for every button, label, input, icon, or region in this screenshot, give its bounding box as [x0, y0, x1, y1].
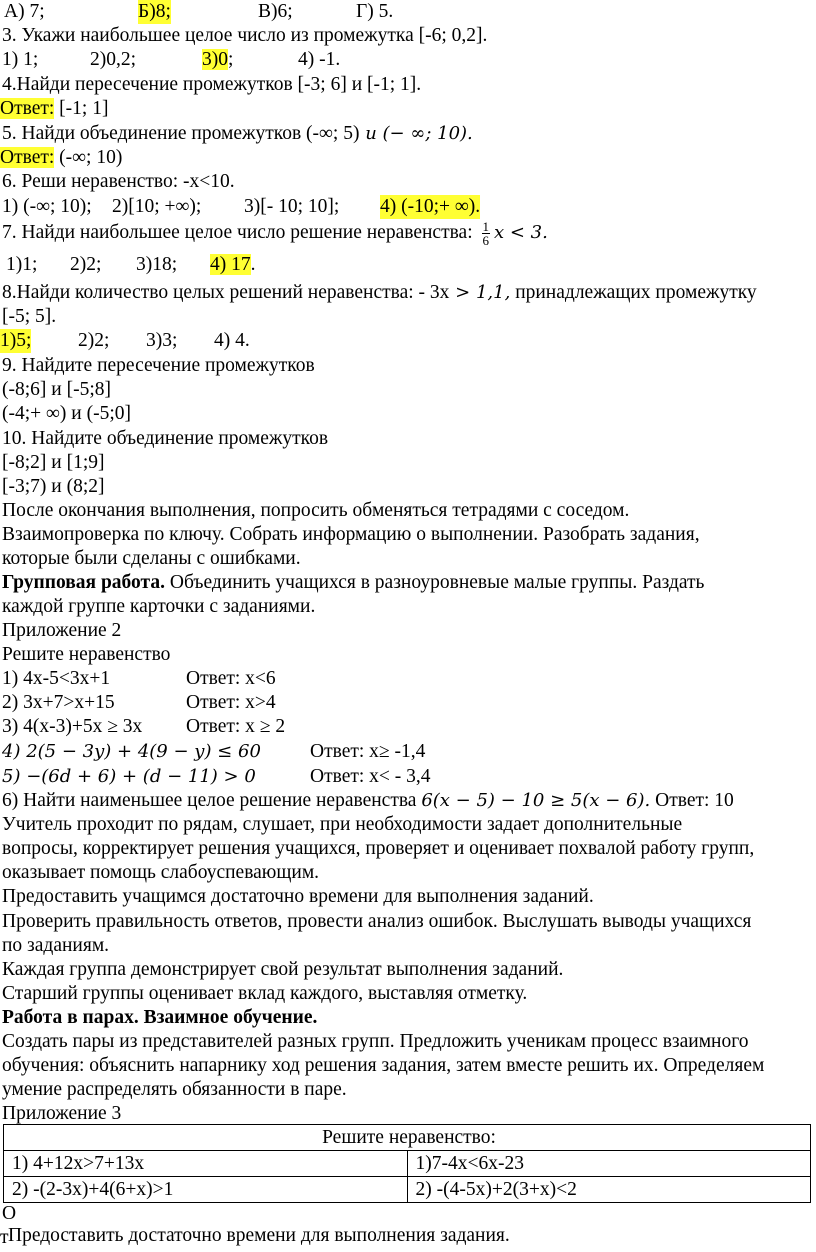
- table-row: [4, 1177, 811, 1203]
- q8-text-line2: [-5; 5].: [2, 306, 57, 327]
- q6-text: 6. Реши неравенство: -х<10.: [2, 171, 235, 192]
- q9-line2: (-4;+ ∞) и (-5;0]: [2, 403, 132, 424]
- option-4-correct: 4) (-10;+ ∞).: [380, 196, 481, 217]
- q5-answer: Ответ: (-∞; 10): [0, 147, 123, 168]
- teacher-text-2: вопросы, корректирует решения учащихся, проверяет и оценивает похвалой работу групп,: [2, 838, 755, 859]
- option-3-correct: 3)0;: [202, 49, 234, 70]
- table-cell: 2) -(4-5х)+2(3+х)<2: [407, 1177, 811, 1203]
- teacher-text-7: Каждая группа демонстрирует свой результат выполнения заданий.: [2, 959, 564, 980]
- appendix-3-title: Приложение 3: [2, 1103, 122, 1124]
- q7-text: 7. Найди наибольшее целое число решение неравенства: $\frac{1}{6}$ x < 3.: [2, 219, 548, 249]
- teacher-text-8: Старший группы оценивает вклад каждого, выставляя отметку.: [2, 983, 528, 1004]
- q10-line1: [-8;2] и [1;9]: [2, 452, 105, 473]
- q10-title: 10. Найдите объединение промежутков: [2, 428, 329, 449]
- final-text: Предоставить достаточно времени для выполнения задания.: [8, 1225, 510, 1246]
- teacher-text-5: Проверить правильность ответов, провести анализ ошибок. Выслушать выводы учащихся: [2, 911, 752, 932]
- teacher-text-1: Учитель проходит по рядам, слушает, при необходимости задает дополнительные: [2, 814, 683, 835]
- pairs-text-1: Создать пары из представителей разных групп. Предложить ученикам процесс взаимного: [2, 1031, 749, 1052]
- option-1-correct: 1)5;: [0, 330, 32, 351]
- paragraph-peer-check-2: которые были сделаны с ошибками.: [2, 548, 301, 569]
- table-cell: 1) 4+12х>7+13х: [4, 1151, 408, 1177]
- option-1: 1)1;: [6, 254, 38, 275]
- option-a: А) 7;: [4, 1, 45, 22]
- appendix-2-subtitle: Решите неравенство: [2, 644, 171, 665]
- appendix-3-table: [3, 1124, 811, 1203]
- option-d: Г) 5.: [356, 1, 394, 22]
- table-cell: 2) -(2-3х)+4(6+х)>1: [4, 1177, 408, 1203]
- q4-answer: Ответ: [-1; 1]: [0, 98, 109, 119]
- teacher-text-4: Предоставить учащимся достаточно времени для выполнения заданий.: [2, 886, 594, 907]
- option-2: 2)[10; +∞);: [112, 196, 202, 217]
- option-3: 3)3;: [146, 330, 178, 351]
- option-2: 2)2;: [70, 254, 102, 275]
- table-cell: 1)7-4х<6х-23: [407, 1151, 811, 1177]
- option-3: 3)[- 10; 10];: [244, 196, 340, 217]
- group-work-heading: Групповая работа.: [2, 572, 165, 593]
- q3-text: 3. Укажи наибольшее целое число из промежутка [-6; 0,2].: [2, 25, 488, 46]
- answer-label: Ответ:: [0, 98, 55, 119]
- q10-line2: [-3;7) и (8;2]: [2, 476, 105, 497]
- option-2: 2)2;: [78, 330, 110, 351]
- q8-text: 8.Найди количество целых решений неравенства: - 3x > 1,1, принадлежащих промежутку: [2, 282, 757, 303]
- appendix-2-title: Приложение 2: [2, 620, 122, 641]
- paragraph-exchange: После окончания выполнения, попросить обменяться тетрадями с соседом.: [2, 500, 630, 521]
- pairs-text-3: умение распределять обязанности в паре.: [2, 1079, 347, 1100]
- table-row: [4, 1151, 811, 1177]
- q5-text: 5. Найди объединение промежутков (-∞; 5) и (− ∞; 10).: [2, 123, 473, 144]
- footer-t: т: [0, 1227, 9, 1248]
- option-c: В)6;: [258, 1, 293, 22]
- teacher-text-6: по заданиям.: [2, 935, 110, 956]
- option-3: 3)18;: [136, 254, 178, 275]
- app2-item-6: 6) Найти наименьшее целое решение неравенства 6(x − 5) − 10 ≥ 5(x − 6). Ответ: 10: [2, 790, 734, 811]
- pairs-heading: Работа в парах. Взаимное обучение.: [2, 1007, 318, 1028]
- answer-label: Ответ:: [0, 147, 55, 168]
- option-4: 4) 4.: [214, 330, 250, 351]
- fraction-one-sixth: $\frac{1}{6}$: [482, 219, 489, 249]
- table-header: Решите неравенство:: [4, 1125, 811, 1151]
- paragraph-group-work-2: каждой группе карточки с заданиями.: [2, 596, 316, 617]
- q9-title: 9. Найдите пересечение промежутков: [2, 355, 315, 376]
- paragraph-group-work: Групповая работа. Объединить учащихся в разноуровневые малые группы. Раздать: [2, 572, 705, 593]
- option-b-correct: Б)8;: [138, 1, 171, 22]
- footer-o: О: [2, 1203, 17, 1224]
- option-2: 2)0,2;: [90, 49, 137, 70]
- teacher-text-3: оказывает помощь слабоуспевающим.: [2, 862, 320, 883]
- pairs-text-2: обучения: объяснить напарнику ход решения задания, затем вместе решить их. Определяем: [2, 1055, 765, 1076]
- q4-text: 4.Найди пересечение промежутков [-3; 6] и [-1; 1].: [2, 74, 422, 95]
- q9-line1: (-8;6] и [-5;8]: [2, 379, 111, 400]
- option-1: 1) 1;: [2, 49, 39, 70]
- option-1: 1) (-∞; 10);: [2, 196, 92, 217]
- option-4-correct: 4) 17.: [210, 254, 256, 275]
- paragraph-peer-check: Взаимопроверка по ключу. Собрать информацию о выполнении. Разобрать задания,: [2, 524, 700, 545]
- option-4: 4) -1.: [298, 49, 341, 70]
